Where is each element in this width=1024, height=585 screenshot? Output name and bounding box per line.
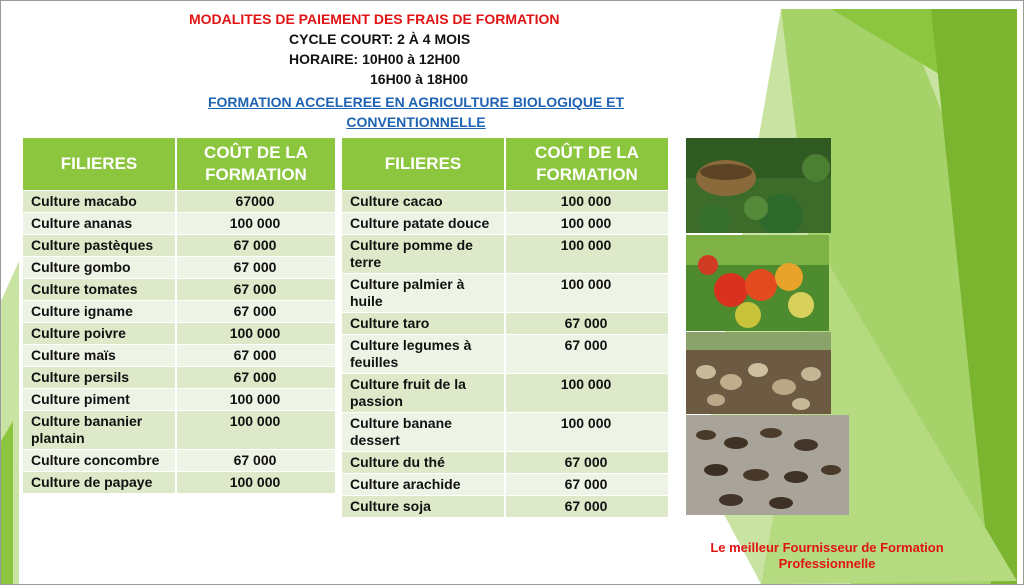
cout-cell: 67 000 [176, 449, 336, 471]
table-row [23, 190, 336, 212]
filiere-cell: Culture soja [342, 495, 505, 517]
column-header-filieres: FILIERES [23, 138, 176, 190]
table-row [342, 234, 669, 273]
cout-cell: 67 000 [505, 495, 669, 517]
table-row [342, 495, 669, 517]
cout-cell: 100 000 [505, 234, 669, 273]
table-row [342, 190, 669, 212]
table-row [342, 212, 669, 234]
filiere-cell: Culture maïs [23, 344, 176, 366]
fees-table-right [342, 138, 670, 517]
formation-link[interactable]: FORMATION ACCELEREE EN AGRICULTURE BIOLOGIQUE ET CONVENTIONNELLE [207, 94, 625, 130]
cout-cell: 67 000 [505, 473, 669, 495]
cout-cell: 100 000 [505, 212, 669, 234]
cout-cell: 100 000 [176, 388, 336, 410]
cout-cell: 100 000 [176, 410, 336, 449]
cout-cell: 67 000 [505, 334, 669, 373]
table-row [23, 212, 336, 234]
filiere-cell: Culture bananier plantain [23, 410, 176, 449]
filiere-cell: Culture poivre [23, 322, 176, 344]
table-row [342, 334, 669, 373]
table-row [342, 312, 669, 334]
table-row [23, 410, 336, 449]
cout-cell: 67 000 [505, 451, 669, 473]
cout-cell: 100 000 [176, 322, 336, 344]
table-row [23, 449, 336, 471]
table-row [23, 322, 336, 344]
filiere-cell: Culture patate douce [342, 212, 505, 234]
cout-cell: 100 000 [176, 471, 336, 493]
filiere-cell: Culture palmier à huile [342, 273, 505, 312]
filiere-cell: Culture fruit de la passion [342, 373, 505, 412]
schedule-line-1: HORAIRE: 10H00 à 12H00 [289, 51, 461, 67]
cycle-duration: CYCLE COURT: 2 À 4 MOIS [289, 31, 471, 47]
filiere-cell: Culture arachide [342, 473, 505, 495]
cout-cell: 100 000 [505, 412, 669, 451]
filiere-cell: Culture persils [23, 366, 176, 388]
cout-cell: 67 000 [176, 300, 336, 322]
filiere-cell: Culture pomme de terre [342, 234, 505, 273]
table-row [342, 473, 669, 495]
cout-cell: 100 000 [176, 212, 336, 234]
tomatoes-photo [686, 235, 829, 331]
table-row [342, 273, 669, 312]
page-title: MODALITES DE PAIEMENT DES FRAIS DE FORMATION [189, 11, 560, 27]
potatoes-photo [686, 332, 831, 414]
table-row [23, 471, 336, 493]
footer-line-2: Professionnelle [778, 556, 876, 571]
table-row [342, 451, 669, 473]
filiere-cell: Culture du thé [342, 451, 505, 473]
filiere-cell: Culture ananas [23, 212, 176, 234]
table-row [23, 256, 336, 278]
cout-cell: 67 000 [176, 278, 336, 300]
table-row [23, 388, 336, 410]
watermelon-photo [686, 138, 831, 233]
column-header-cout: COÛT DE LA FORMATION [176, 138, 336, 190]
filiere-cell: Culture banane dessert [342, 412, 505, 451]
filiere-cell: Culture gombo [23, 256, 176, 278]
table-row [342, 412, 669, 451]
filiere-cell: Culture taro [342, 312, 505, 334]
table-row [23, 344, 336, 366]
column-header-filieres: FILIERES [342, 138, 505, 190]
cout-cell: 67 000 [176, 366, 336, 388]
table-row [23, 278, 336, 300]
filiere-cell: Culture tomates [23, 278, 176, 300]
filiere-cell: Culture concombre [23, 449, 176, 471]
table-row [23, 300, 336, 322]
cout-cell: 67 000 [505, 312, 669, 334]
cout-cell: 67 000 [176, 344, 336, 366]
cout-cell: 67000 [176, 190, 336, 212]
footer-line-1: Le meilleur Fournisseur de Formation [710, 540, 944, 555]
cout-cell: 67 000 [176, 234, 336, 256]
filiere-cell: Culture pastèques [23, 234, 176, 256]
cout-cell: 100 000 [505, 190, 669, 212]
taro-tubers-photo [686, 415, 849, 515]
table-row [23, 234, 336, 256]
cout-cell: 67 000 [176, 256, 336, 278]
schedule-line-2: 16H00 à 18H00 [370, 71, 469, 87]
filiere-cell: Culture de papaye [23, 471, 176, 493]
filiere-cell: Culture legumes à feuilles [342, 334, 505, 373]
table-row [23, 366, 336, 388]
cout-cell: 100 000 [505, 373, 669, 412]
filiere-cell: Culture igname [23, 300, 176, 322]
table-row [342, 373, 669, 412]
filiere-cell: Culture piment [23, 388, 176, 410]
fees-table-left [23, 138, 337, 493]
column-header-cout: COÛT DE LA FORMATION [505, 138, 669, 190]
footer-slogan [689, 540, 965, 572]
cout-cell: 100 000 [505, 273, 669, 312]
filiere-cell: Culture macabo [23, 190, 176, 212]
filiere-cell: Culture cacao [342, 190, 505, 212]
